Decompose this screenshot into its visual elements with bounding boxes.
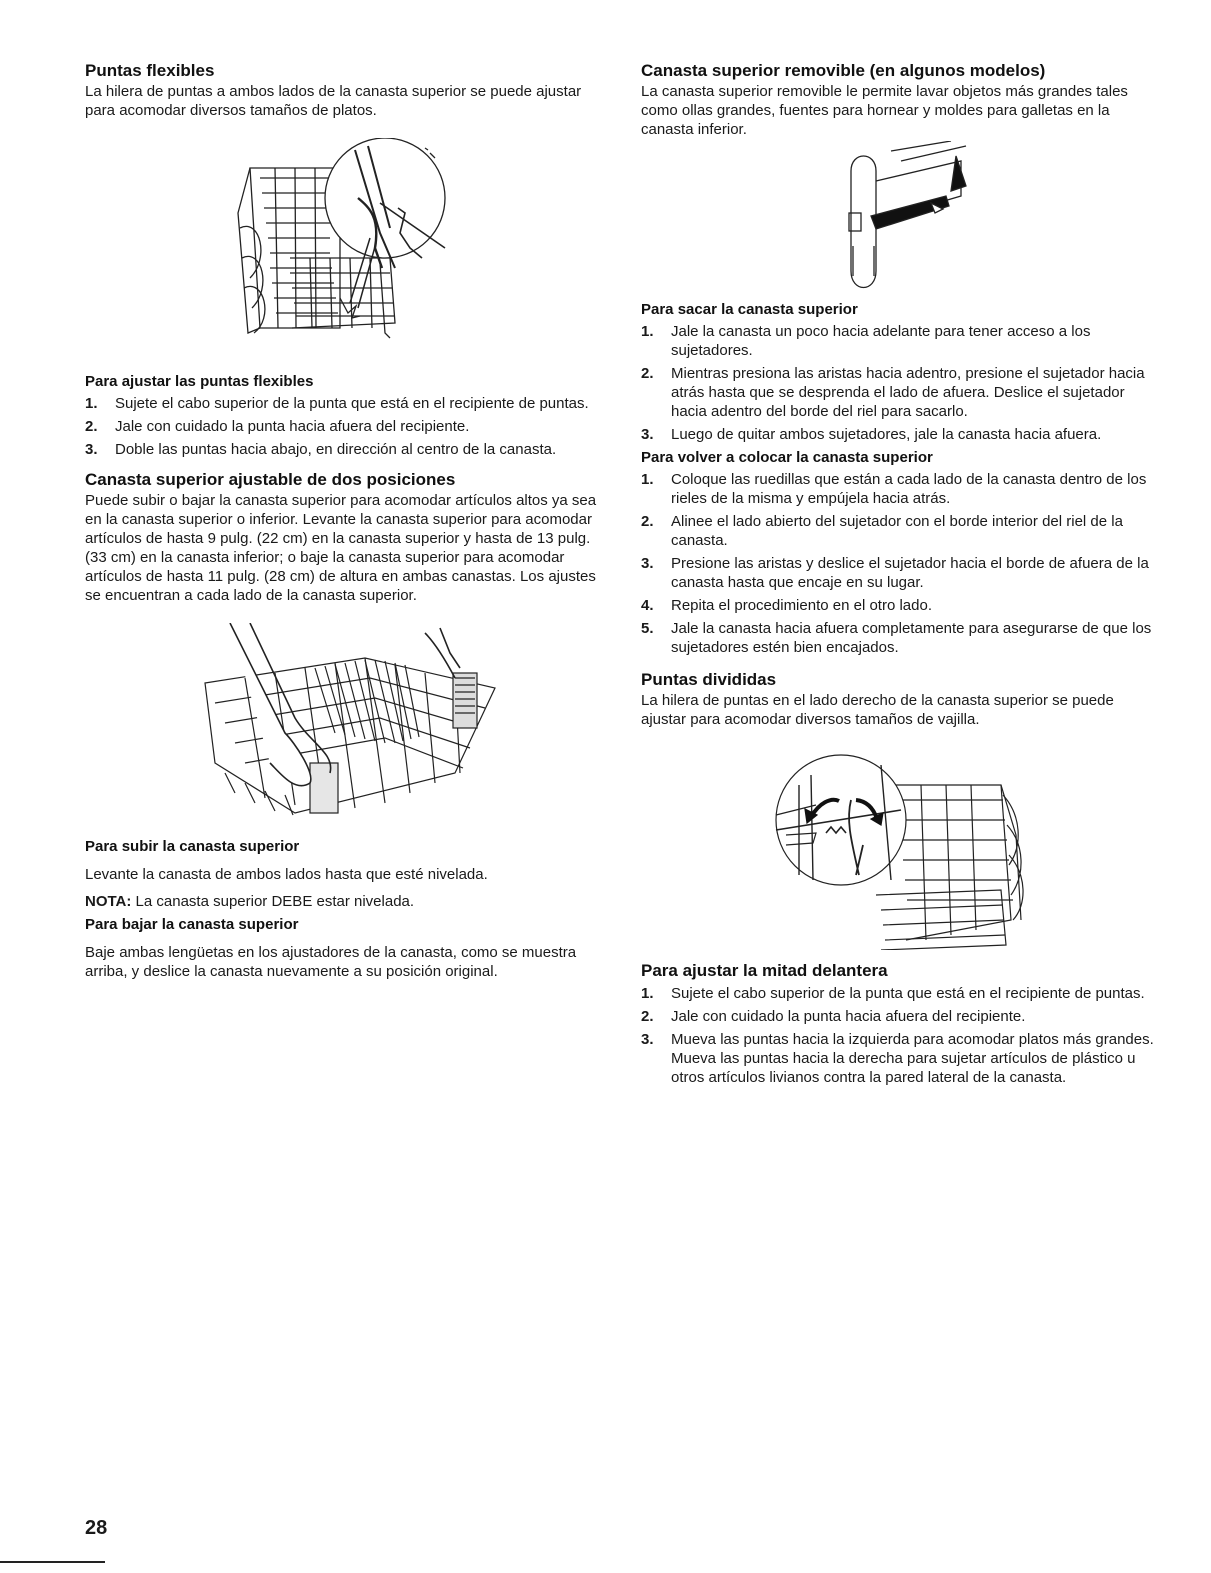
right-column	[641, 60, 1161, 1091]
nota-text: La canasta superior DEBE estar nivelada.	[131, 893, 415, 910]
list-item: 1. Sujete el cabo superior de la punta que está en el recipiente de puntas.	[641, 985, 1145, 1002]
split-tines-illustration	[771, 745, 1031, 950]
remove-basket-steps	[641, 322, 1161, 444]
flexible-tines-intro: La hilera de puntas a ambos lados de la canasta superior se puede ajustar para acomodar diversos tamaños de platos.	[85, 83, 582, 119]
adjust-flexible-tines-steps	[85, 394, 605, 459]
footer-rule	[0, 1561, 105, 1563]
split-tines-title: Puntas divididas	[641, 670, 777, 689]
list-item: 2. Jale con cuidado la punta hacia afuera del recipiente.	[641, 1008, 1026, 1025]
remove-basket-title: Para sacar la canasta superior	[641, 301, 858, 318]
nota	[85, 892, 605, 911]
raise-basket-text: Levante la canasta de ambos lados hasta que esté nivelada.	[85, 866, 488, 883]
two-position-body: Puede subir o bajar la canasta superior para acomodar artículos altos ya sea en la canasta superior o inferior. Levante la canasta superior para acomodar artículos de hasta 9 pulg. (22 cm) en la canasta superior y hasta de 13 pulg. (33 cm) en la canasta inferior; o baje la canasta superior para acomodar artículos de hasta 11 pulg. (28 cm) de altura en ambas canastas. Los ajustes se encuentran a cada lado de la canasta superior.	[85, 492, 597, 604]
flexible-tines-illustration	[230, 138, 460, 358]
split-tines-intro: La hilera de puntas en el lado derecho de la canasta superior se puede ajustar para acomodar diversos tamaños de vajilla.	[641, 692, 1114, 728]
replace-basket-title: Para volver a colocar la canasta superior	[641, 449, 933, 466]
list-item: 3. Mueva las puntas hacia la izquierda para acomodar platos más grandes. Mueva las puntas hacia la derecha para sujetar artículos de plástico u otros artículos livianos contra la pared lateral de la canasta.	[641, 1031, 1154, 1086]
left-column	[85, 60, 605, 981]
list-item: 1. Coloque las ruedillas que están a cada lado de la canasta dentro de los rieles de la misma y empújela hacia atrás.	[641, 471, 1147, 507]
flexible-tines-title: Puntas flexibles	[85, 61, 215, 80]
nota-label: NOTA:	[85, 893, 132, 910]
lower-basket-title: Para bajar la canasta superior	[85, 916, 299, 933]
list-item: 4. Repita el procedimiento en el otro lado.	[641, 597, 932, 614]
raise-basket-title: Para subir la canasta superior	[85, 838, 300, 855]
list-item: 2. Jale con cuidado la punta hacia afuera del recipiente.	[85, 418, 470, 435]
two-position-title: Canasta superior ajustable de dos posiciones	[85, 470, 456, 489]
list-item: 3. Doble las puntas hacia abajo, en dirección al centro de la canasta.	[85, 441, 557, 458]
removable-basket-intro: La canasta superior removible le permite lavar objetos más grandes tales como ollas grandes, fuentes para hornear y moldes para galletas en la canasta inferior.	[641, 83, 1128, 138]
list-item: 1. Sujete el cabo superior de la punta que está en el recipiente de puntas.	[85, 395, 589, 412]
two-position-basket-illustration	[185, 623, 505, 823]
removable-basket-title: Canasta superior removible (en algunos modelos)	[641, 61, 1046, 80]
replace-basket-steps	[641, 470, 1161, 657]
list-item: 1. Jale la canasta un poco hacia adelante para tener acceso a los sujetadores.	[641, 323, 1091, 359]
adjust-front-half-steps	[641, 984, 1161, 1087]
list-item: 3. Presione las aristas y deslice el sujetador hacia el borde de afuera de la canasta hasta que encaje en su lugar.	[641, 555, 1149, 591]
list-item: 2. Alinee el lado abierto del sujetador con el borde interior del riel de la canasta.	[641, 513, 1123, 549]
list-item: 5. Jale la canasta hacia afuera completamente para asegurarse de que los sujetadores estén bien encajados.	[641, 620, 1152, 656]
list-item: 2. Mientras presiona las aristas hacia adentro, presione el sujetador hacia atrás hasta que se desprenda el lado de afuera. Deslice el sujetador hacia adentro del borde del riel para sacarlo.	[641, 365, 1145, 420]
adjust-flexible-tines-title: Para ajustar las puntas flexibles	[85, 373, 314, 390]
adjust-front-half-title: Para ajustar la mitad delantera	[641, 961, 888, 980]
basket-clip-illustration	[831, 141, 971, 296]
lower-basket-text: Baje ambas lengüetas en los ajustadores de la canasta, como se muestra arriba, y deslice la canasta nuevamente a su posición original.	[85, 944, 577, 980]
list-item: 3. Luego de quitar ambos sujetadores, jale la canasta hacia afuera.	[641, 426, 1102, 443]
page-number: 28	[85, 1517, 108, 1539]
